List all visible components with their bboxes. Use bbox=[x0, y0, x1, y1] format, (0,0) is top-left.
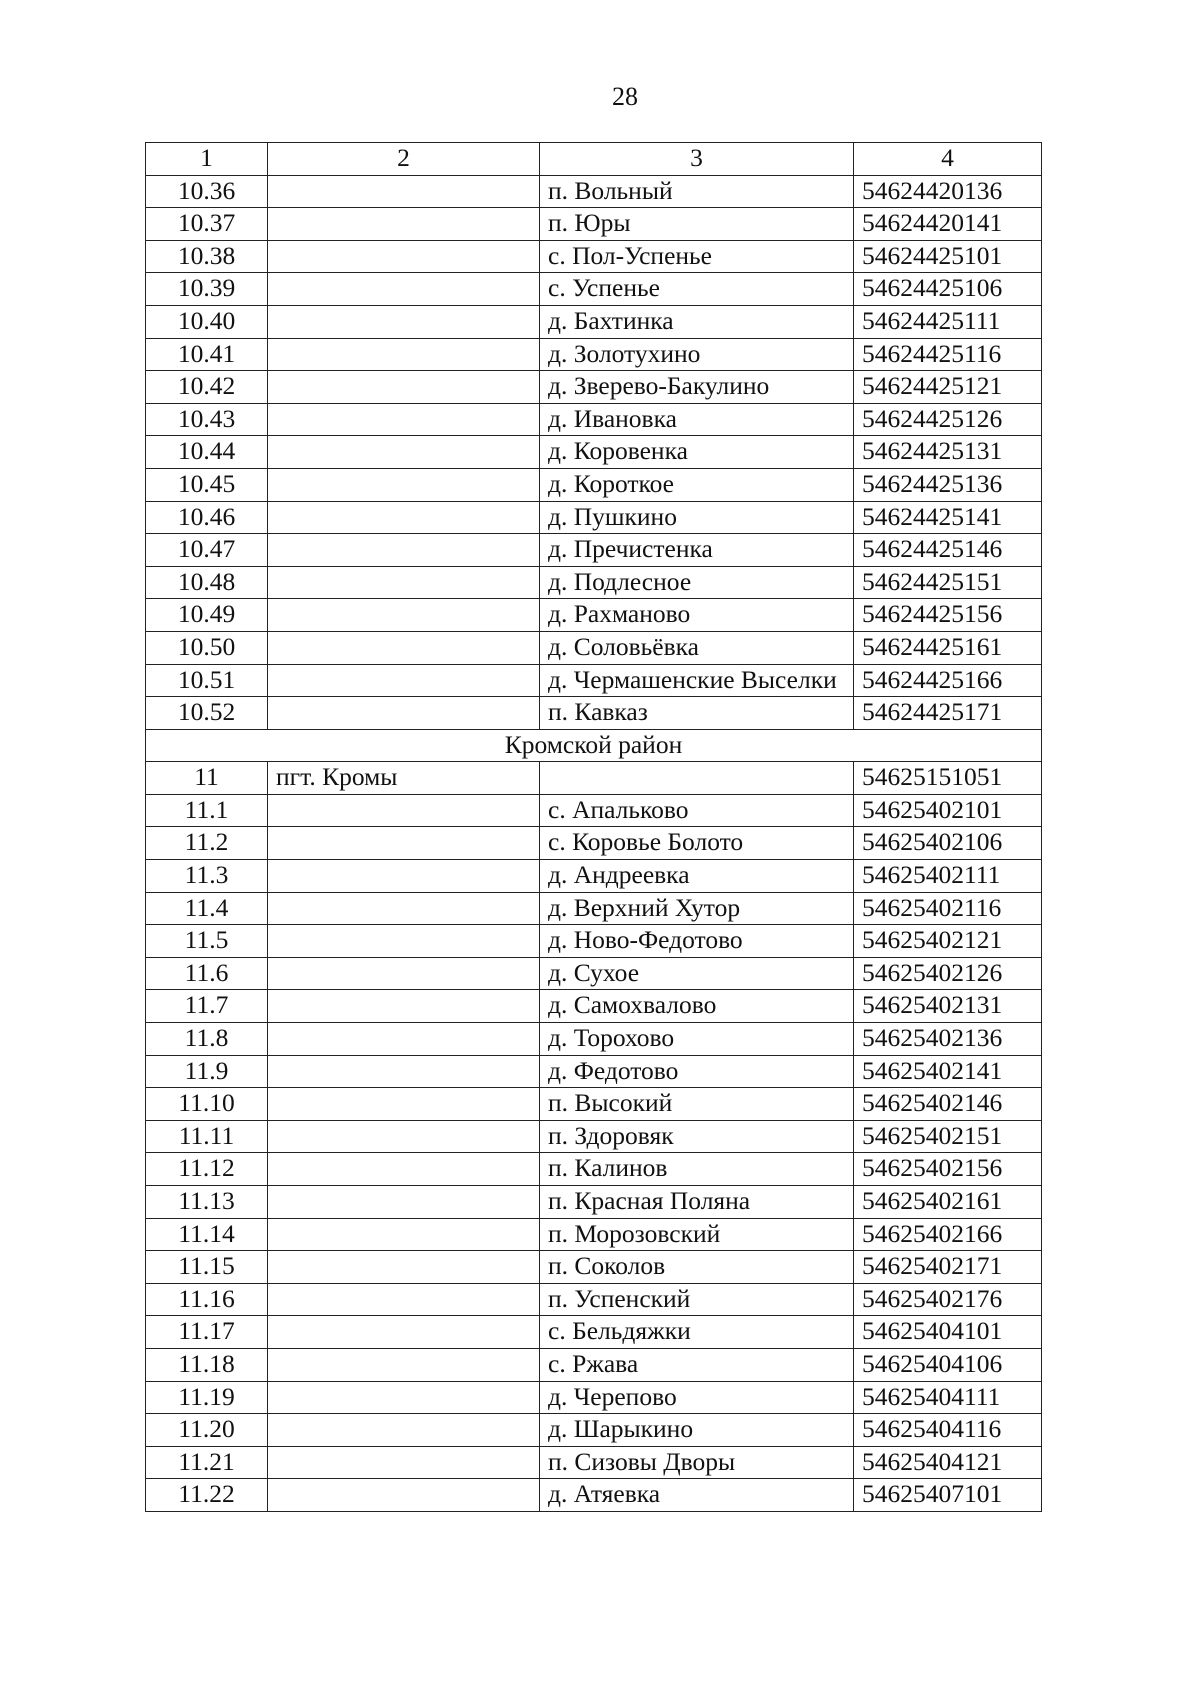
settlement-cell: д. Зверево-Бакулино bbox=[540, 371, 854, 404]
oktmo-code-cell: 54625404111 bbox=[854, 1381, 1042, 1414]
municipality-cell bbox=[268, 697, 540, 730]
municipality-cell bbox=[268, 1120, 540, 1153]
oktmo-code-cell: 54625404101 bbox=[854, 1316, 1042, 1349]
settlement-cell: д. Черепово bbox=[540, 1381, 854, 1414]
row-number-cell: 11.1 bbox=[146, 794, 268, 827]
table-row bbox=[146, 925, 1042, 958]
oktmo-code-cell: 54625407101 bbox=[854, 1479, 1042, 1512]
settlement-cell: д. Бахтинка bbox=[540, 305, 854, 338]
municipality-cell bbox=[268, 1316, 540, 1349]
settlement-cell: д. Шарыкино bbox=[540, 1414, 854, 1447]
row-number-cell: 11.8 bbox=[146, 1023, 268, 1056]
table-row bbox=[146, 534, 1042, 567]
municipality-cell bbox=[268, 827, 540, 860]
row-number-cell: 11.9 bbox=[146, 1055, 268, 1088]
settlement-cell bbox=[540, 762, 854, 795]
row-number-cell: 11.3 bbox=[146, 860, 268, 893]
table-row bbox=[146, 1479, 1042, 1512]
oktmo-code-cell: 54625402156 bbox=[854, 1153, 1042, 1186]
table-row bbox=[146, 468, 1042, 501]
settlement-cell: п. Высокий bbox=[540, 1088, 854, 1121]
municipality-cell bbox=[268, 240, 540, 273]
settlement-cell: д. Федотово bbox=[540, 1055, 854, 1088]
row-number-cell: 11.21 bbox=[146, 1446, 268, 1479]
settlement-cell: п. Здоровяк bbox=[540, 1120, 854, 1153]
settlement-cell: д. Подлесное bbox=[540, 566, 854, 599]
settlement-cell: с. Бельдяжки bbox=[540, 1316, 854, 1349]
row-number-cell: 10.46 bbox=[146, 501, 268, 534]
settlement-cell: д. Самохвалово bbox=[540, 990, 854, 1023]
settlement-cell: с. Апальково bbox=[540, 794, 854, 827]
table-row bbox=[146, 860, 1042, 893]
settlement-cell: п. Морозовский bbox=[540, 1218, 854, 1251]
oktmo-code-cell: 54625402176 bbox=[854, 1283, 1042, 1316]
settlement-cell: п. Кавказ bbox=[540, 697, 854, 730]
settlements-table bbox=[145, 142, 1042, 1512]
oktmo-code-cell: 54624425106 bbox=[854, 273, 1042, 306]
table-row bbox=[146, 1120, 1042, 1153]
settlement-cell: д. Верхний Хутор bbox=[540, 892, 854, 925]
row-number-cell: 11.16 bbox=[146, 1283, 268, 1316]
oktmo-code-cell: 54625402126 bbox=[854, 957, 1042, 990]
municipality-cell bbox=[268, 664, 540, 697]
municipality-cell bbox=[268, 273, 540, 306]
oktmo-code-cell: 54624425156 bbox=[854, 599, 1042, 632]
table-row bbox=[146, 175, 1042, 208]
oktmo-code-cell: 54624425166 bbox=[854, 664, 1042, 697]
table-row bbox=[146, 371, 1042, 404]
table-row bbox=[146, 1446, 1042, 1479]
municipality-cell bbox=[268, 175, 540, 208]
row-number-cell: 11.17 bbox=[146, 1316, 268, 1349]
oktmo-code-cell: 54625402166 bbox=[854, 1218, 1042, 1251]
table-row bbox=[146, 1414, 1042, 1447]
settlement-cell: д. Ивановка bbox=[540, 403, 854, 436]
row-number-cell: 11.11 bbox=[146, 1120, 268, 1153]
oktmo-code-cell: 54624425126 bbox=[854, 403, 1042, 436]
row-number-cell: 10.45 bbox=[146, 468, 268, 501]
row-number-cell: 11.13 bbox=[146, 1186, 268, 1219]
oktmo-code-cell: 54624425121 bbox=[854, 371, 1042, 404]
row-number-cell: 11.4 bbox=[146, 892, 268, 925]
row-number-cell: 11.15 bbox=[146, 1251, 268, 1284]
oktmo-code-cell: 54624425151 bbox=[854, 566, 1042, 599]
settlement-cell: с. Ржава bbox=[540, 1348, 854, 1381]
municipality-cell bbox=[268, 1153, 540, 1186]
municipality-cell bbox=[268, 631, 540, 664]
municipality-cell bbox=[268, 925, 540, 958]
table-row bbox=[146, 1348, 1042, 1381]
settlement-cell: д. Атяевка bbox=[540, 1479, 854, 1512]
row-number-cell: 10.40 bbox=[146, 305, 268, 338]
oktmo-code-cell: 54625402121 bbox=[854, 925, 1042, 958]
settlement-cell: д. Сухое bbox=[540, 957, 854, 990]
oktmo-code-cell: 54625151051 bbox=[854, 762, 1042, 795]
row-number-cell: 10.52 bbox=[146, 697, 268, 730]
row-number-cell: 10.44 bbox=[146, 436, 268, 469]
table-row bbox=[146, 436, 1042, 469]
municipality-cell bbox=[268, 566, 540, 599]
row-number-cell: 10.48 bbox=[146, 566, 268, 599]
table-row bbox=[146, 957, 1042, 990]
municipality-cell bbox=[268, 1088, 540, 1121]
table-row bbox=[146, 240, 1042, 273]
oktmo-code-cell: 54625402101 bbox=[854, 794, 1042, 827]
settlement-cell: д. Рахманово bbox=[540, 599, 854, 632]
municipality-cell bbox=[268, 371, 540, 404]
settlement-cell: с. Коровье Болото bbox=[540, 827, 854, 860]
settlement-cell: с. Пол-Успенье bbox=[540, 240, 854, 273]
oktmo-code-cell: 54625402171 bbox=[854, 1251, 1042, 1284]
municipality-cell bbox=[268, 1186, 540, 1219]
oktmo-code-cell: 54624425116 bbox=[854, 338, 1042, 371]
settlement-cell: д. Соловьёвка bbox=[540, 631, 854, 664]
table-row bbox=[146, 273, 1042, 306]
header-row bbox=[146, 143, 1042, 176]
table-row bbox=[146, 501, 1042, 534]
row-number-cell: 11 bbox=[146, 762, 268, 795]
municipality-cell bbox=[268, 1055, 540, 1088]
settlement-cell: д. Пречистенка bbox=[540, 534, 854, 567]
section-row bbox=[146, 729, 1042, 762]
settlement-cell: д. Золотухино bbox=[540, 338, 854, 371]
table-row bbox=[146, 1153, 1042, 1186]
table-row bbox=[146, 1218, 1042, 1251]
oktmo-code-cell: 54625404106 bbox=[854, 1348, 1042, 1381]
table-row bbox=[146, 631, 1042, 664]
municipality-cell bbox=[268, 403, 540, 436]
oktmo-code-cell: 54625402136 bbox=[854, 1023, 1042, 1056]
row-number-cell: 11.2 bbox=[146, 827, 268, 860]
municipality-cell bbox=[268, 1348, 540, 1381]
municipality-cell bbox=[268, 468, 540, 501]
oktmo-code-cell: 54625402151 bbox=[854, 1120, 1042, 1153]
row-number-cell: 11.20 bbox=[146, 1414, 268, 1447]
municipality-cell bbox=[268, 1251, 540, 1284]
table-row bbox=[146, 827, 1042, 860]
municipality-cell bbox=[268, 957, 540, 990]
municipality-cell bbox=[268, 501, 540, 534]
oktmo-code-cell: 54624420141 bbox=[854, 208, 1042, 241]
row-number-cell: 11.18 bbox=[146, 1348, 268, 1381]
oktmo-code-cell: 54625404116 bbox=[854, 1414, 1042, 1447]
table-row bbox=[146, 1316, 1042, 1349]
settlement-cell: д. Андреевка bbox=[540, 860, 854, 893]
header-cell-1: 1 bbox=[146, 143, 268, 176]
row-number-cell: 11.22 bbox=[146, 1479, 268, 1512]
settlement-cell: д. Короткое bbox=[540, 468, 854, 501]
row-number-cell: 11.19 bbox=[146, 1381, 268, 1414]
table-row bbox=[146, 990, 1042, 1023]
table-row bbox=[146, 892, 1042, 925]
municipality-cell bbox=[268, 208, 540, 241]
oktmo-code-cell: 54624425131 bbox=[854, 436, 1042, 469]
oktmo-code-cell: 54625402146 bbox=[854, 1088, 1042, 1121]
row-number-cell: 10.38 bbox=[146, 240, 268, 273]
oktmo-code-cell: 54624420136 bbox=[854, 175, 1042, 208]
row-number-cell: 10.36 bbox=[146, 175, 268, 208]
row-number-cell: 10.37 bbox=[146, 208, 268, 241]
table-row bbox=[146, 599, 1042, 632]
table-row bbox=[146, 305, 1042, 338]
table-row bbox=[146, 1381, 1042, 1414]
oktmo-code-cell: 54624425146 bbox=[854, 534, 1042, 567]
municipality-cell bbox=[268, 534, 540, 567]
row-number-cell: 10.39 bbox=[146, 273, 268, 306]
municipality-cell bbox=[268, 990, 540, 1023]
settlement-cell: п. Красная Поляна bbox=[540, 1186, 854, 1219]
table-row bbox=[146, 338, 1042, 371]
row-number-cell: 10.50 bbox=[146, 631, 268, 664]
row-number-cell: 10.42 bbox=[146, 371, 268, 404]
table-row bbox=[146, 566, 1042, 599]
table-row bbox=[146, 664, 1042, 697]
settlement-cell: д. Торохово bbox=[540, 1023, 854, 1056]
table-row bbox=[146, 762, 1042, 795]
row-number-cell: 11.12 bbox=[146, 1153, 268, 1186]
table-row bbox=[146, 1186, 1042, 1219]
settlement-cell: д. Чермашенские Выселки bbox=[540, 664, 854, 697]
oktmo-code-cell: 54625402131 bbox=[854, 990, 1042, 1023]
row-number-cell: 10.51 bbox=[146, 664, 268, 697]
settlement-cell: п. Успенский bbox=[540, 1283, 854, 1316]
municipality-cell bbox=[268, 1446, 540, 1479]
row-number-cell: 11.14 bbox=[146, 1218, 268, 1251]
table-body bbox=[146, 143, 1042, 1512]
row-number-cell: 11.10 bbox=[146, 1088, 268, 1121]
municipality-cell bbox=[268, 1381, 540, 1414]
section-title: Кромской район bbox=[146, 729, 1042, 762]
municipality-cell bbox=[268, 1479, 540, 1512]
oktmo-code-cell: 54625402161 bbox=[854, 1186, 1042, 1219]
oktmo-code-cell: 54625402111 bbox=[854, 860, 1042, 893]
table-row bbox=[146, 403, 1042, 436]
settlement-cell: п. Сизовы Дворы bbox=[540, 1446, 854, 1479]
row-number-cell: 10.49 bbox=[146, 599, 268, 632]
table-row bbox=[146, 1055, 1042, 1088]
settlement-cell: д. Коровенка bbox=[540, 436, 854, 469]
table-row bbox=[146, 208, 1042, 241]
municipality-cell bbox=[268, 1218, 540, 1251]
municipality-cell bbox=[268, 860, 540, 893]
row-number-cell: 10.47 bbox=[146, 534, 268, 567]
settlement-cell: п. Калинов bbox=[540, 1153, 854, 1186]
municipality-cell bbox=[268, 794, 540, 827]
header-cell-4: 4 bbox=[854, 143, 1042, 176]
row-number-cell: 11.7 bbox=[146, 990, 268, 1023]
page-number: 28 bbox=[612, 82, 638, 111]
municipality-cell bbox=[268, 436, 540, 469]
row-number-cell: 10.41 bbox=[146, 338, 268, 371]
settlement-cell: д. Ново-Федотово bbox=[540, 925, 854, 958]
header-cell-2: 2 bbox=[268, 143, 540, 176]
table-row bbox=[146, 1283, 1042, 1316]
header-cell-3: 3 bbox=[540, 143, 854, 176]
settlement-cell: п. Соколов bbox=[540, 1251, 854, 1284]
municipality-cell bbox=[268, 1283, 540, 1316]
table-row bbox=[146, 697, 1042, 730]
municipality-cell bbox=[268, 599, 540, 632]
row-number-cell: 11.6 bbox=[146, 957, 268, 990]
oktmo-code-cell: 54624425101 bbox=[854, 240, 1042, 273]
table-row bbox=[146, 1023, 1042, 1056]
municipality-cell bbox=[268, 1414, 540, 1447]
table-row bbox=[146, 1251, 1042, 1284]
oktmo-code-cell: 54624425111 bbox=[854, 305, 1042, 338]
settlement-cell: д. Пушкино bbox=[540, 501, 854, 534]
oktmo-code-cell: 54624425136 bbox=[854, 468, 1042, 501]
settlement-cell: п. Юры bbox=[540, 208, 854, 241]
oktmo-code-cell: 54625404121 bbox=[854, 1446, 1042, 1479]
municipality-cell bbox=[268, 305, 540, 338]
oktmo-code-cell: 54625402116 bbox=[854, 892, 1042, 925]
row-number-cell: 11.5 bbox=[146, 925, 268, 958]
oktmo-code-cell: 54624425161 bbox=[854, 631, 1042, 664]
municipality-cell bbox=[268, 892, 540, 925]
oktmo-code-cell: 54625402106 bbox=[854, 827, 1042, 860]
row-number-cell: 10.43 bbox=[146, 403, 268, 436]
municipality-cell: пгт. Кромы bbox=[268, 762, 540, 795]
settlement-cell: с. Успенье bbox=[540, 273, 854, 306]
municipality-cell bbox=[268, 338, 540, 371]
settlement-cell: п. Вольный bbox=[540, 175, 854, 208]
municipality-cell bbox=[268, 1023, 540, 1056]
oktmo-code-cell: 54625402141 bbox=[854, 1055, 1042, 1088]
table-row bbox=[146, 794, 1042, 827]
table-row bbox=[146, 1088, 1042, 1121]
oktmo-code-cell: 54624425141 bbox=[854, 501, 1042, 534]
oktmo-code-cell: 54624425171 bbox=[854, 697, 1042, 730]
